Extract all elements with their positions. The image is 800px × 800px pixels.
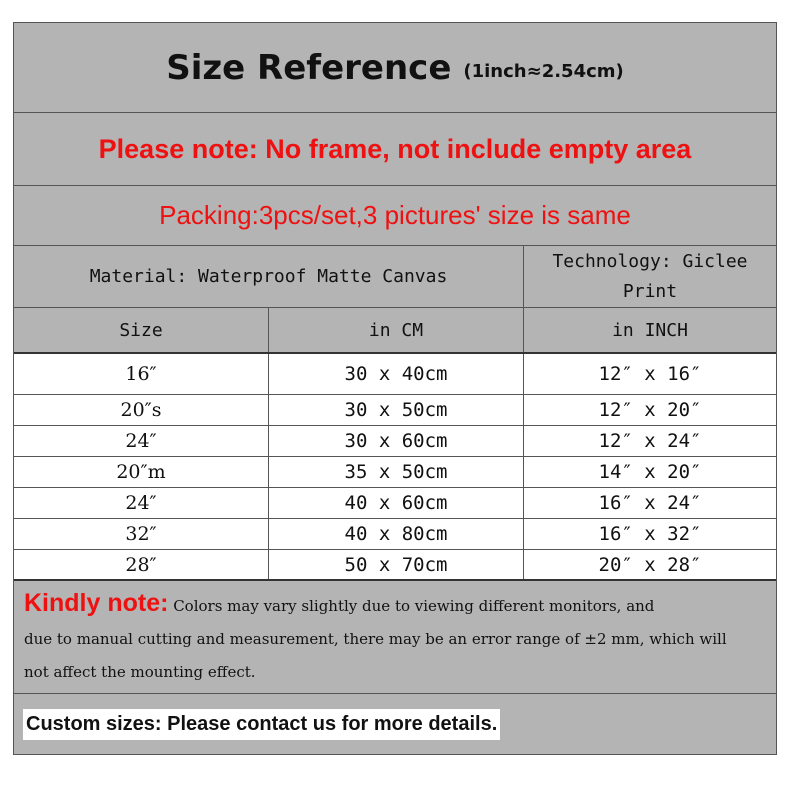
inch-cell: 16″ x 24″ (523, 488, 776, 518)
material-label: Material: Waterproof Matte Canvas (89, 266, 448, 287)
size-table (14, 354, 776, 581)
packing-section (14, 186, 776, 246)
size-cell: 24″ (125, 430, 157, 452)
cm-cell: 40 x 60cm (268, 488, 523, 518)
size-cell: 32″ (125, 523, 157, 545)
kindly-note-section (14, 581, 776, 694)
kindly-note-text-2: due to manual cutting and measurement, there may be an error range of ±2 mm, which will (24, 630, 727, 648)
size-cell: 20″s (120, 399, 162, 421)
inch-cell: 16″ x 32″ (523, 519, 776, 549)
kindly-note-line (24, 589, 766, 623)
size-cell: 24″ (125, 492, 157, 514)
custom-section (14, 694, 776, 754)
table-row (14, 395, 776, 426)
table-row (14, 354, 776, 395)
inch-cell: 12″ x 24″ (523, 426, 776, 456)
table-row (14, 519, 776, 550)
cm-cell: 30 x 40cm (268, 354, 523, 394)
cm-cell: 50 x 70cm (268, 550, 523, 579)
table-row (14, 488, 776, 519)
frame-notice: Please note: No frame, not include empty area (98, 133, 692, 164)
cm-cell: 35 x 50cm (268, 457, 523, 487)
table-row (14, 457, 776, 488)
size-cell: 28″ (125, 553, 157, 576)
kindly-note-text-1: Colors may vary slightly due to viewing different monitors, and (168, 597, 655, 615)
table-header (14, 308, 776, 354)
packing-notice: Packing:3pcs/set,3 pictures' size is same (159, 200, 631, 230)
inch-cell: 20″ x 28″ (523, 550, 776, 579)
size-cell: 16″ (125, 363, 157, 385)
table-row (14, 426, 776, 457)
column-header-size: Size (119, 319, 163, 341)
page-subtitle: (1inch≈2.54cm) (463, 61, 624, 82)
size-reference-sheet (13, 22, 777, 755)
inch-cell: 12″ x 16″ (523, 354, 776, 394)
inch-cell: 12″ x 20″ (523, 395, 776, 425)
cm-cell: 40 x 80cm (268, 519, 523, 549)
page-title: Size Reference (166, 47, 452, 88)
notice-section (14, 113, 776, 186)
kindly-note-text-3: not affect the mounting effect. (24, 663, 256, 681)
material-section (14, 246, 776, 308)
technology-label: Technology: Giclee Print (523, 246, 776, 307)
column-header-cm: in CM (268, 308, 523, 352)
custom-sizes-notice: Custom sizes: Please contact us for more details. (23, 709, 500, 740)
column-header-inch: in INCH (523, 308, 776, 352)
inch-cell: 14″ x 20″ (523, 457, 776, 487)
table-row (14, 550, 776, 581)
cm-cell: 30 x 50cm (268, 395, 523, 425)
kindly-note-title: Kindly note: (24, 589, 169, 617)
cm-cell: 30 x 60cm (268, 426, 523, 456)
title-section (14, 23, 776, 113)
size-cell: 20″m (116, 461, 166, 483)
